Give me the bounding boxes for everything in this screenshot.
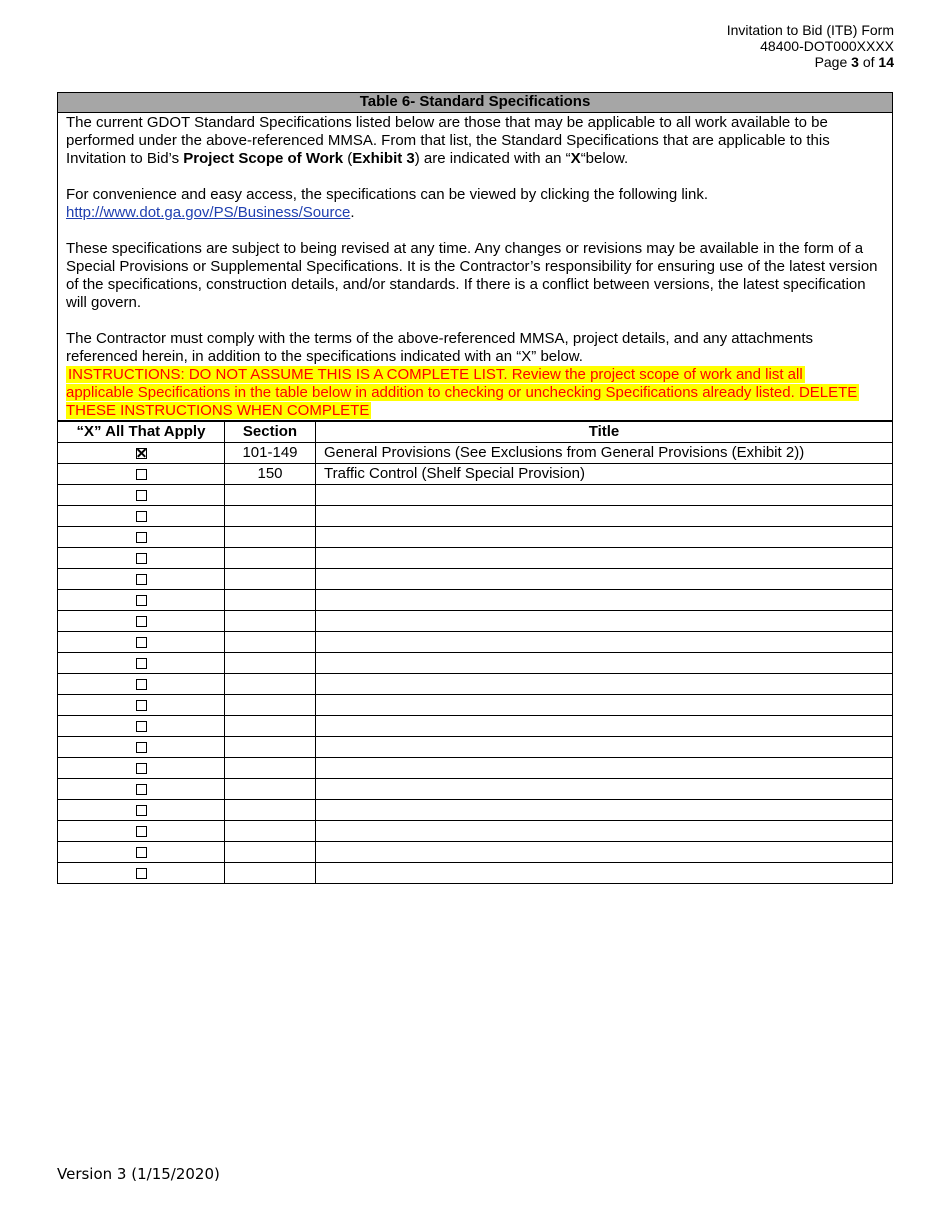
table-row: [58, 548, 892, 569]
section-cell: [225, 653, 316, 674]
unchecked-checkbox[interactable]: [136, 763, 147, 774]
unchecked-checkbox[interactable]: [136, 826, 147, 837]
unchecked-checkbox[interactable]: [136, 868, 147, 879]
table-row: [58, 779, 892, 800]
table-row: [58, 758, 892, 779]
paragraph-revisions: These specifications are subject to being revised at any time. Any changes or revisions may be available in the form of a Special Provisions or Supplemental Specifications. It is the Contractor’s responsibility for ensuring use of the latest version of the specifications, construction details, and/or standards. If there is a conflict between versions, the latest specification will govern.: [66, 240, 878, 311]
version-footer: Version 3 (1/15/2020): [57, 1165, 220, 1183]
title-cell: [316, 716, 893, 737]
section-cell: [225, 590, 316, 611]
section-cell: [225, 758, 316, 779]
section-cell: [225, 548, 316, 569]
title-cell: [316, 548, 893, 569]
apply-cell: [58, 800, 225, 821]
section-cell: [225, 485, 316, 506]
table-row: [58, 674, 892, 695]
section-cell: [225, 779, 316, 800]
unchecked-checkbox[interactable]: [136, 616, 147, 627]
instructions-note: INSTRUCTIONS: DO NOT ASSUME THIS IS A COMPLETE LIST. Review the project scope of work and list all applicable Specifications in the table below in addition to checking or unchecking Specifications already listed. DELETE THESE INSTRUCTIONS WHEN COMPLETE: [66, 366, 858, 419]
apply-cell: [58, 737, 225, 758]
apply-cell: [58, 443, 225, 464]
column-header-section: Section: [225, 421, 316, 443]
unchecked-checkbox[interactable]: [136, 679, 147, 690]
apply-cell: [58, 485, 225, 506]
title-cell: [316, 611, 893, 632]
section-cell: [225, 863, 316, 884]
apply-cell: [58, 821, 225, 842]
title-cell: [316, 842, 893, 863]
table-row: [58, 464, 892, 485]
unchecked-checkbox[interactable]: [136, 805, 147, 816]
column-header-title: Title: [316, 421, 893, 443]
title-cell: [316, 590, 893, 611]
title-cell: [316, 737, 893, 758]
apply-cell: [58, 695, 225, 716]
table-row: [58, 653, 892, 674]
title-cell: [316, 695, 893, 716]
title-cell: [316, 863, 893, 884]
section-cell: [225, 611, 316, 632]
title-cell: [316, 779, 893, 800]
unchecked-checkbox[interactable]: [136, 847, 147, 858]
apply-cell: [58, 506, 225, 527]
table-row: [58, 506, 892, 527]
checked-checkbox[interactable]: [136, 448, 147, 459]
table-row: [58, 443, 892, 464]
unchecked-checkbox[interactable]: [136, 700, 147, 711]
column-header-apply: “X” All That Apply: [58, 421, 225, 443]
form-number: 48400-DOT000XXXX: [760, 38, 894, 54]
apply-cell: [58, 716, 225, 737]
section-cell: [225, 569, 316, 590]
paragraph-scope: The current GDOT Standard Specifications listed below are those that may be applicable to all work available to be performed under the above-referenced MMSA. From that list, the Standard Specifications that are applicable to this Invitation to Bid’s Project Scope of Work (Exhibit 3) are indicated with an “X“below.: [66, 114, 830, 167]
section-cell: [225, 527, 316, 548]
table-row: [58, 527, 892, 548]
apply-cell: [58, 632, 225, 653]
section-cell: [225, 821, 316, 842]
section-cell: [225, 695, 316, 716]
apply-cell: [58, 758, 225, 779]
table-row: [58, 569, 892, 590]
apply-cell: [58, 779, 225, 800]
unchecked-checkbox[interactable]: [136, 574, 147, 585]
apply-cell: [58, 548, 225, 569]
title-cell: General Provisions (See Exclusions from General Provisions (Exhibit 2)): [316, 443, 893, 464]
table-row: [58, 800, 892, 821]
unchecked-checkbox[interactable]: [136, 511, 147, 522]
section-cell: [225, 632, 316, 653]
title-cell: [316, 485, 893, 506]
specifications-link[interactable]: http://www.dot.ga.gov/PS/Business/Source: [66, 204, 351, 221]
unchecked-checkbox[interactable]: [136, 658, 147, 669]
section-cell: 150: [225, 464, 316, 485]
page-number: Page 3 of 14: [814, 54, 894, 70]
apply-cell: [58, 863, 225, 884]
unchecked-checkbox[interactable]: [136, 784, 147, 795]
section-cell: [225, 506, 316, 527]
table-header-row: [58, 421, 892, 443]
apply-cell: [58, 611, 225, 632]
section-cell: [225, 800, 316, 821]
apply-cell: [58, 527, 225, 548]
table-row: [58, 863, 892, 884]
apply-cell: [58, 590, 225, 611]
title-cell: [316, 800, 893, 821]
unchecked-checkbox[interactable]: [136, 469, 147, 480]
title-cell: [316, 653, 893, 674]
unchecked-checkbox[interactable]: [136, 532, 147, 543]
table-title: Table 6- Standard Specifications: [58, 93, 892, 113]
table-row: [58, 611, 892, 632]
unchecked-checkbox[interactable]: [136, 490, 147, 501]
title-cell: [316, 527, 893, 548]
paragraph-compliance: The Contractor must comply with the terms of the above-referenced MMSA, project details, and any attachments referenced herein, in addition to the specifications indicated with an “X” below.: [66, 330, 814, 365]
paragraph-link: For convenience and easy access, the specifications can be viewed by clicking the following link. http://www.dot.ga.gov/PS/Business/Source.: [66, 186, 709, 221]
table-row: [58, 821, 892, 842]
standard-specifications-table: [57, 92, 893, 884]
title-cell: Traffic Control (Shelf Special Provision): [316, 464, 893, 485]
apply-cell: [58, 653, 225, 674]
table-row: [58, 485, 892, 506]
intro-text: [58, 113, 892, 420]
section-cell: [225, 737, 316, 758]
title-cell: [316, 674, 893, 695]
section-cell: [225, 842, 316, 863]
title-cell: [316, 632, 893, 653]
unchecked-checkbox[interactable]: [136, 553, 147, 564]
table-row: [58, 716, 892, 737]
page-header: [727, 22, 894, 70]
unchecked-checkbox[interactable]: [136, 742, 147, 753]
form-title: Invitation to Bid (ITB) Form: [726, 22, 894, 38]
table-row: [58, 632, 892, 653]
unchecked-checkbox[interactable]: [136, 637, 147, 648]
table-row: [58, 590, 892, 611]
specifications-grid: [58, 420, 892, 883]
apply-cell: [58, 569, 225, 590]
title-cell: [316, 821, 893, 842]
apply-cell: [58, 674, 225, 695]
apply-cell: [58, 842, 225, 863]
title-cell: [316, 506, 893, 527]
table-row: [58, 842, 892, 863]
unchecked-checkbox[interactable]: [136, 721, 147, 732]
apply-cell: [58, 464, 225, 485]
section-cell: 101-149: [225, 443, 316, 464]
section-cell: [225, 674, 316, 695]
section-cell: [225, 716, 316, 737]
title-cell: [316, 758, 893, 779]
title-cell: [316, 569, 893, 590]
table-row: [58, 695, 892, 716]
unchecked-checkbox[interactable]: [136, 595, 147, 606]
table-row: [58, 737, 892, 758]
